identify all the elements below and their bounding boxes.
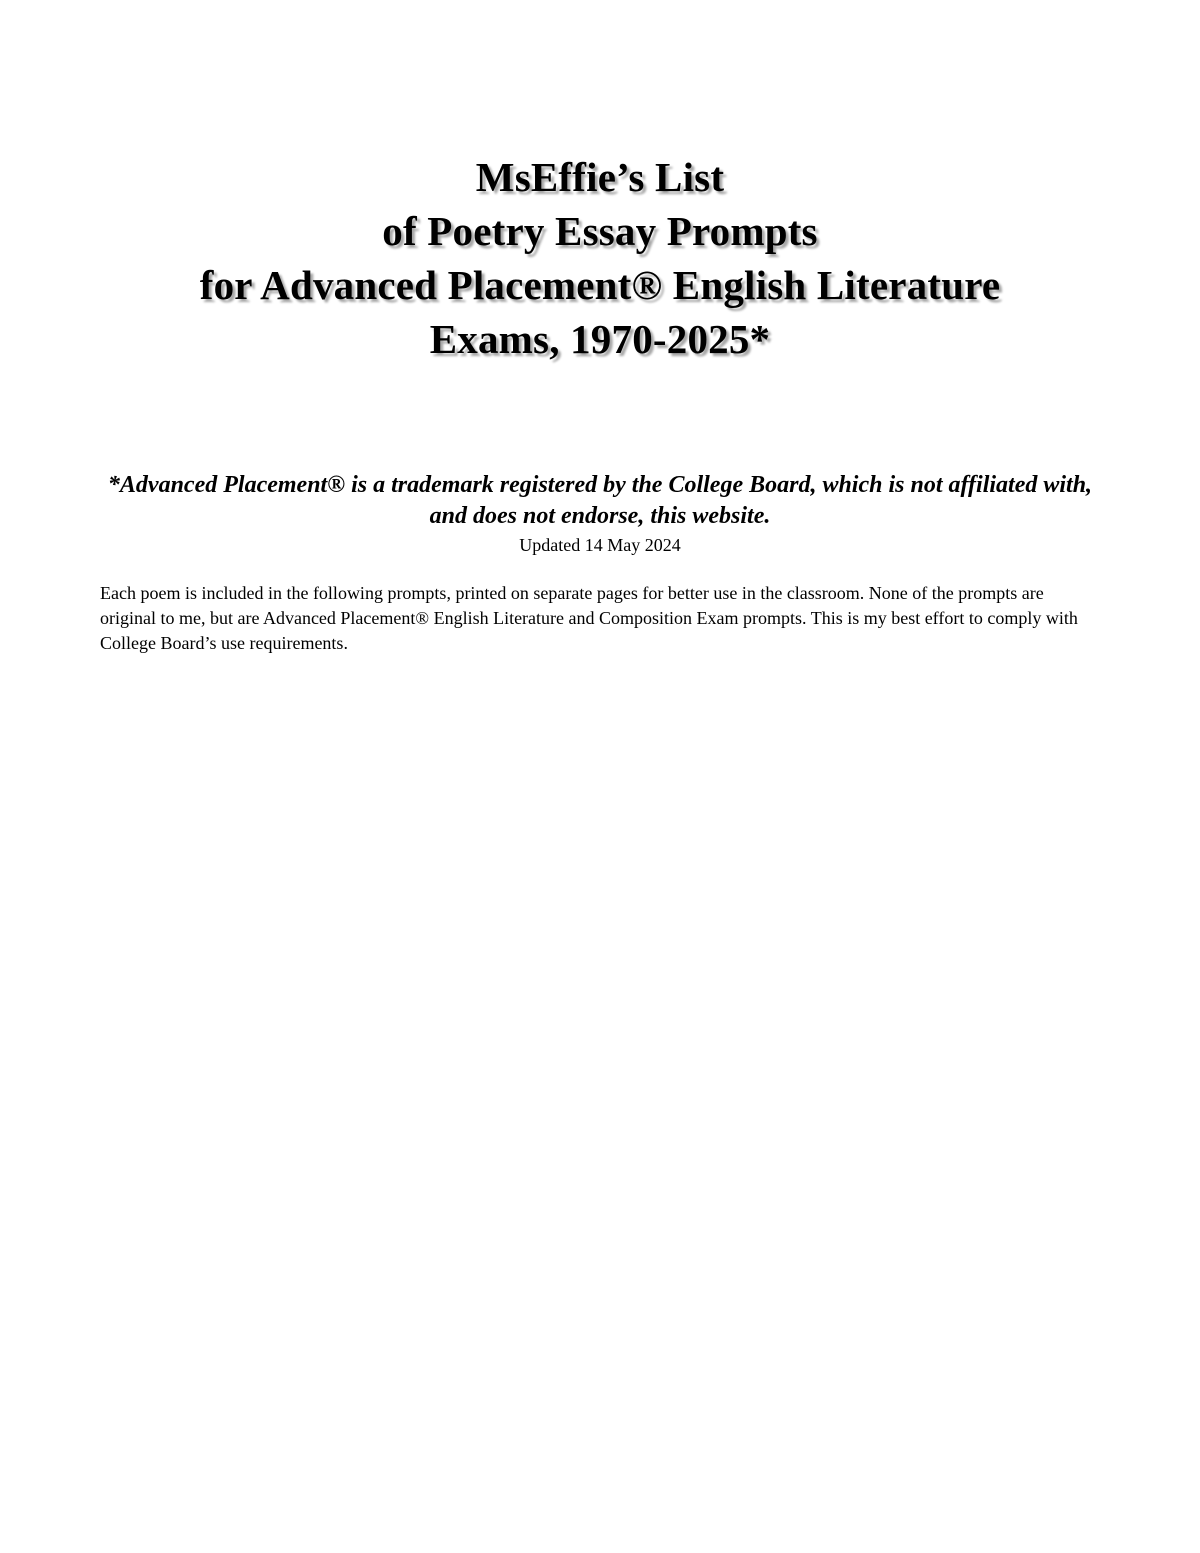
updated-date: Updated 14 May 2024 bbox=[519, 535, 681, 555]
intro-paragraph: Each poem is included in the following prompts, printed on separate pages for better use in the classroom. None of the prompts are original to me, but are Advanced Placement® English Literature and Composition Exam prompts. This is my best effort to comply with College Board’s use requirements. bbox=[100, 583, 1078, 653]
title-line-4: Exams, 1970-2025* bbox=[429, 316, 771, 362]
title-line-3: for Advanced Placement® English Literature bbox=[199, 262, 1001, 308]
title-line-1: MsEffie’s List bbox=[475, 154, 725, 200]
document-title bbox=[0, 150, 1200, 366]
trademark-note: *Advanced Placement® is a trademark registered by the College Board, which is not affiliated with, and does not endorse, this website. bbox=[107, 472, 1093, 529]
title-line-2: of Poetry Essay Prompts bbox=[382, 208, 818, 254]
